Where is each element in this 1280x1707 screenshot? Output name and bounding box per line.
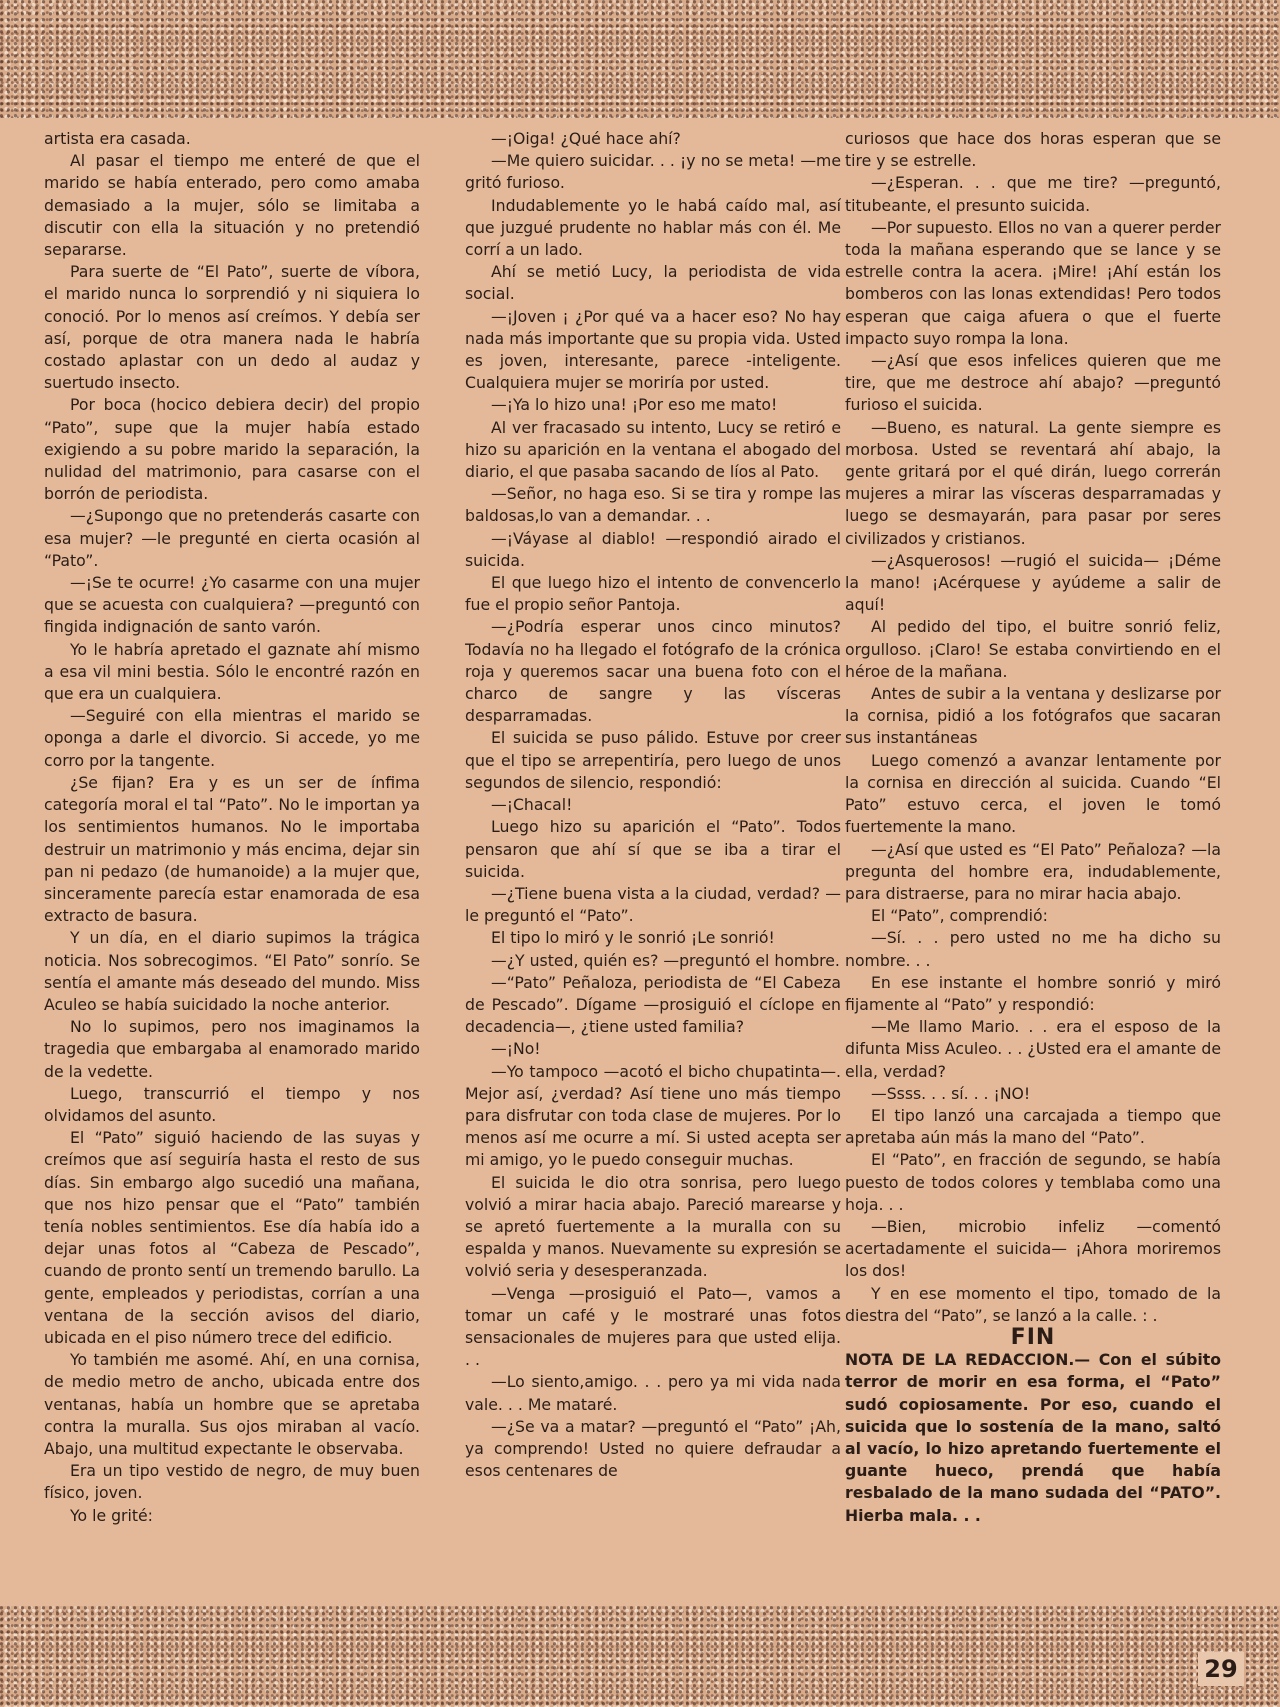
paragraph: —¡Se te ocurre! ¿Yo casarme con una mujer que se acuesta con cualquiera? —preguntó con fingida indignación de santo varón. [44,573,420,637]
paragraph: Y un día, en el diario supimos la trágica noticia. Nos sobrecogimos. “El Pato” sonrío. Se sentía el amante más deseado del mundo. Miss Aculeo se había suicidado la noche anterior. [44,928,420,1014]
fin-heading: FIN [1010,1324,1056,1350]
paragraph: —¡No! [491,1039,541,1059]
paragraph: —¡Joven ¡ ¿Por qué va a hacer eso? No hay nada más importante que su propia vida. Usted es joven, interesante, parece -inteligente. Cualquiera mujer se moriría por usted. [465,306,841,393]
page-number: 29 [1198,1652,1244,1686]
decorative-bottom-band [0,1606,1280,1707]
paragraph: —¡Ya lo hizo una! ¡Por eso me mato! [491,395,778,415]
paragraph: —“Pato” Peñaloza, periodista de “El Cabeza de Pescado”. Dígame —prosiguió el cíclope en decadencia—, ¿tiene usted familia? [465,972,841,1037]
paragraph: El “Pato”, comprendió: [871,906,1048,926]
paragraph: Indudablemente yo le habá caído mal, así que juzgué prudente no hablar más con él. Me corrí a un lado. [465,195,841,260]
text-column-3 [845,128,1221,1598]
paragraph: Era un tipo vestido de negro, de muy buen físico, joven. [44,1461,420,1503]
paragraph: No lo supimos, pero nos imaginamos la tragedia que embargaba al enamorado marido de la vedette. [44,1017,420,1081]
paragraph: artista era casada. [44,129,191,148]
paragraph: —¿Así que esos infelices quieren que me tire, que me destroce ahí abajo? —preguntó furioso el suicida. [845,351,1221,415]
paragraph: —Por supuesto. Ellos no van a querer perder toda la mañana esperando que se lance y se estrelle contra la acera. ¡Mire! ¡Ahí están los bomberos con las lonas extendidas! Pero todos esperan que caiga afuera o que el fuerte impacto suyo rompa la lona. [845,217,1221,348]
decorative-top-band [0,0,1280,118]
text-column-2 [465,128,841,1598]
paragraph: Luego comenzó a avanzar lentamente por la cornisa en dirección al suicida. Cuando “El Pato” estuvo cerca, el joven le tomó fuertemente la mano. [845,750,1221,837]
paragraph: —Señor, no haga eso. Si se tira y rompe las baldosas,lo van a demandar. . . [465,484,841,526]
paragraph: —¿Asquerosos! —rugió el suicida— ¡Déme la mano! ¡Acérquese y ayúdeme a salir de aquí! [845,550,1221,615]
paragraph: —Bien, microbio infeliz —comentó acertadamente el suicida— ¡Ahora moriremos los dos! [845,1216,1221,1281]
paragraph: El “Pato”, en fracción de segundo, se había puesto de todos colores y temblaba como una hoja. . . [845,1150,1221,1214]
paragraph: Yo le grité: [70,1505,153,1525]
paragraph: Por boca (hocico debiera decir) del propio “Pato”, supe que la mujer había estado exigiendo a su pobre marido la separación, la nulidad del matrimonio, para casarse con el borrón de periodista. [44,395,420,504]
paragraph: —Me quiero suicidar. . . ¡y no se meta! —me gritó furioso. [465,151,841,193]
paragraph: El suicida le dio otra sonrisa, pero luego volvió a mirar hacia abajo. Pareció marearse y se apretó fuertemente a la muralla con su espalda y manos. Nuevamente su expresión se volvió seria y desesperanzada. [465,1172,841,1281]
paragraph: ¿Se fijan? Era y es un ser de ínfima categoría moral el tal “Pato”. No le importan ya los sentimientos humanos. No le importaba destruir un matrimonio y más encima, dejar sin pan ni pedazo (de humanoide) a la mujer que, sinceramente parecía estar enamorada de esa extracto de basura. [44,772,420,926]
paragraph: —¿Se va a matar? —preguntó el “Pato” ¡Ah, ya comprendo! Usted no quiere defraudar a esos centenares de [465,1416,841,1481]
paragraph: —Bueno, es natural. La gente siempre es morbosa. Usted se reventará ahí abajo, la gente gritará por el qué dirán, luego correrán mujeres a mirar las vísceras desparramadas y luego se desmayarán, para pasar por seres civilizados y cristianos. [845,417,1221,548]
paragraph: —Me llamo Mario. . . era el esposo de la difunta Miss Aculeo. . . ¿Usted era el amante de ella, verdad? [845,1017,1221,1081]
paragraph: —Seguiré con ella mientras el marido se oponga a darle el divorcio. Si accede, yo me corro por la tangente. [44,706,420,770]
paragraph: —¿Esperan. . . que me tire? —preguntó, titubeante, el presunto suicida. [845,173,1221,215]
paragraph: Antes de subir a la ventana y deslizarse por la cornisa, pidió a los fotógrafos que sacaran sus instantáneas [845,684,1221,748]
paragraph: El tipo lo miró y le sonrió ¡Le sonrió! [491,928,775,948]
paragraph: Luego hizo su aparición el “Pato”. Todos pensaron que ahí sí que se iba a tirar el suicida. [465,817,841,881]
paragraph: curiosos que hace dos horas esperan que se tire y se estrelle. [845,129,1221,171]
paragraph: El suicida se puso pálido. Estuve por creer que el tipo se arrepentiría, pero luego de unos segundos de silencio, respondió: [465,728,841,792]
paragraph: —¡Chacal! [491,795,573,815]
paragraph: El “Pato” siguió haciendo de las suyas y creímos que así seguiría hasta el resto de sus días. Sin embargo algo sucedió una mañana, que nos hizo pensar que el “Pato” también tenía nobles sentimientos. Ese día había ido a dejar unas fotos al “Cabeza de Pescado”, cuando de pronto sentí un tremendo barullo. La gente, empleados y periodistas, corrían a una ventana de la sección avisos del diario, ubicada en el piso número trece del edificio. [44,1128,420,1347]
paragraph: Yo le habría apretado el gaznate ahí mismo a esa vil mini bestia. Sólo le encontré razón en que era un cualquiera. [44,639,420,704]
paragraph: Para suerte de “El Pato”, suerte de víbora, el marido nunca lo sorprendió y ni siquiera lo conoció. Por lo menos así creímos. Y debía ser así, porque de otra manera nada le habría costado aplastar con un dedo al audaz y suertudo insecto. [44,262,420,393]
paragraph: Al pedido del tipo, el buitre sonrió feliz, orgulloso. ¡Claro! Se estaba convirtiendo en el héroe de la mañana. [845,617,1221,681]
paragraph: —Venga —prosiguió el Pato—, vamos a tomar un café y le mostraré unas fotos sensacionales de mujeres para que usted elija. . . [465,1283,841,1370]
paragraph: El que luego hizo el intento de convencerlo fue el propio señor Pantoja. [465,573,841,615]
paragraph: —¡Váyase al diablo! —respondió airado el suicida. [465,528,841,570]
paragraph: En ese instante el hombre sonrió y miró fijamente al “Pato” y respondió: [845,972,1221,1014]
paragraph: —¿Supongo que no pretenderás casarte con esa mujer? —le pregunté en cierta ocasión al “Pato”. [44,506,420,570]
paragraph: —Yo tampoco —acotó el bicho chupatinta—. Mejor así, ¿verdad? Así tiene uno más tiempo para disfrutar con toda clase de mujeres. Por lo menos así me ocurre a mí. Si usted acepta ser mi amigo, yo le puedo conseguir muchas. [465,1061,841,1170]
paragraph: —¿Así que usted es “El Pato” Peñaloza? —la pregunta del hombre era, indudablemente, para distraerse, para no mirar hacia abajo. [845,839,1221,903]
paragraph: Y en ese momento el tipo, tomado de la diestra del “Pato”, se lanzó a la calle. : . [845,1283,1221,1325]
paragraph: Al ver fracasado su intento, Lucy se retiró e hizo su aparición en la ventana el abogado del diario, el que pasaba sacando de líos al Pato. [465,417,841,482]
editor-note: NOTA DE LA REDACCION.— Con el súbito terror de morir en esa forma, el “Pato” sudó copiosamente. Por eso, cuando el suicida que lo sostenía de la mano, saltó al vacío, lo hizo apretando fuertemente el guante hueco, prendá que había resbalado de la mano sudada del “PATO”. Hierba mala. . . [845,1350,1221,1525]
paragraph: Ahí se metió Lucy, la periodista de vida social. [465,262,841,304]
paragraph: Al pasar el tiempo me enteré de que el marido se había enterado, pero como amaba demasiado a la mujer, sólo se limitaba a discutir con ella la situación y no pretendió separarse. [44,151,420,260]
paragraph: Yo también me asomé. Ahí, en una cornisa, de medio metro de ancho, ubicada entre dos ventanas, había un hombre que se apretaba contra la muralla. Sus ojos miraban al vacío. Abajo, una multitud expectante le observaba. [44,1350,420,1458]
paragraph: —¿Tiene buena vista a la ciudad, verdad? —le preguntó el “Pato”. [465,883,841,926]
text-column-1 [44,128,420,1598]
paragraph: El tipo lanzó una carcajada a tiempo que apretaba aún más la mano del “Pato”. [845,1105,1221,1148]
paragraph: —¡Oiga! ¿Qué hace ahí? [491,129,681,148]
paragraph: —Sí. . . pero usted no me ha dicho su nombre. . . [845,928,1221,970]
paragraph: —¿Y usted, quién es? —preguntó el hombre. [491,950,840,970]
paragraph: —Lo siento,amigo. . . pero ya mi vida nada vale. . . Me mataré. [465,1372,841,1414]
paragraph: Luego, transcurrió el tiempo y nos olvidamos del asunto. [44,1083,420,1125]
paragraph: —Ssss. . . sí. . . ¡NO! [871,1083,1031,1103]
paragraph: —¿Podría esperar unos cinco minutos? Todavía no ha llegado el fotógrafo de la crónica roja y queremos sacar una buena foto con el charco de sangre y las vísceras desparramadas. [465,617,841,726]
